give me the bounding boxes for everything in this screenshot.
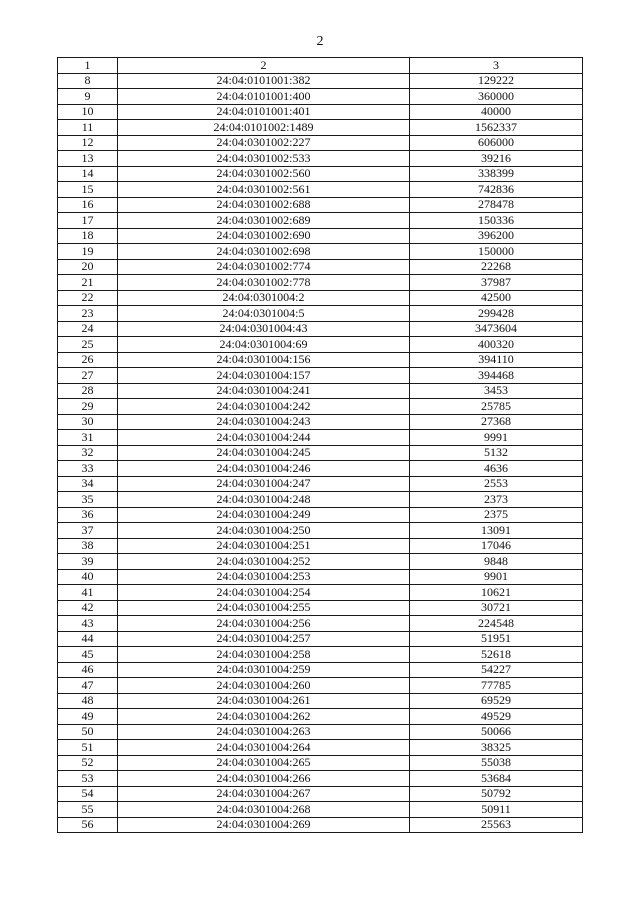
row-number-cell: 24 bbox=[58, 321, 118, 337]
table-row bbox=[58, 802, 583, 818]
table-row bbox=[58, 414, 583, 430]
value-cell: 278478 bbox=[410, 197, 583, 213]
row-number-cell: 13 bbox=[58, 151, 118, 167]
cadastral-id-cell: 24:04:0301004:261 bbox=[118, 693, 410, 709]
cadastral-id-cell: 24:04:0301004:243 bbox=[118, 414, 410, 430]
row-number-cell: 37 bbox=[58, 523, 118, 539]
table-row bbox=[58, 321, 583, 337]
row-number-cell: 45 bbox=[58, 647, 118, 663]
table-row bbox=[58, 492, 583, 508]
table-row bbox=[58, 104, 583, 120]
table-row bbox=[58, 662, 583, 678]
table-row bbox=[58, 368, 583, 384]
value-cell: 38325 bbox=[410, 740, 583, 756]
value-cell: 394468 bbox=[410, 368, 583, 384]
row-number-cell: 52 bbox=[58, 755, 118, 771]
table-row bbox=[58, 275, 583, 291]
row-number-cell: 27 bbox=[58, 368, 118, 384]
column-header-value: 3 bbox=[410, 58, 583, 74]
value-cell: 27368 bbox=[410, 414, 583, 430]
cadastral-id-cell: 24:04:0301004:259 bbox=[118, 662, 410, 678]
cadastral-id-cell: 24:04:0301004:252 bbox=[118, 554, 410, 570]
cadastral-id-cell: 24:04:0301004:2 bbox=[118, 290, 410, 306]
row-number-cell: 19 bbox=[58, 244, 118, 260]
cadastral-id-cell: 24:04:0301004:258 bbox=[118, 647, 410, 663]
row-number-cell: 44 bbox=[58, 631, 118, 647]
cadastral-id-cell: 24:04:0101001:382 bbox=[118, 73, 410, 89]
cadastral-id-cell: 24:04:0301004:156 bbox=[118, 352, 410, 368]
table-row bbox=[58, 197, 583, 213]
cadastral-id-cell: 24:04:0301004:251 bbox=[118, 538, 410, 554]
row-number-cell: 12 bbox=[58, 135, 118, 151]
value-cell: 49529 bbox=[410, 709, 583, 725]
value-cell: 53684 bbox=[410, 771, 583, 787]
cadastral-id-cell: 24:04:0301002:688 bbox=[118, 197, 410, 213]
cadastral-id-cell: 24:04:0301004:260 bbox=[118, 678, 410, 694]
cadastral-id-cell: 24:04:0301004:263 bbox=[118, 724, 410, 740]
table-row bbox=[58, 120, 583, 136]
cadastral-id-cell: 24:04:0301004:254 bbox=[118, 585, 410, 601]
table-row bbox=[58, 383, 583, 399]
cadastral-id-cell: 24:04:0101001:401 bbox=[118, 104, 410, 120]
cadastral-id-cell: 24:04:0301002:689 bbox=[118, 213, 410, 229]
value-cell: 4636 bbox=[410, 461, 583, 477]
cadastral-id-cell: 24:04:0301004:265 bbox=[118, 755, 410, 771]
table-row bbox=[58, 647, 583, 663]
table-row bbox=[58, 135, 583, 151]
value-cell: 39216 bbox=[410, 151, 583, 167]
cadastral-id-cell: 24:04:0301004:255 bbox=[118, 600, 410, 616]
cadastral-id-cell: 24:04:0301002:227 bbox=[118, 135, 410, 151]
row-number-cell: 43 bbox=[58, 616, 118, 632]
value-cell: 51951 bbox=[410, 631, 583, 647]
table-row bbox=[58, 755, 583, 771]
table-row bbox=[58, 213, 583, 229]
row-number-cell: 54 bbox=[58, 786, 118, 802]
table-row bbox=[58, 585, 583, 601]
table-row bbox=[58, 244, 583, 260]
table-row bbox=[58, 507, 583, 523]
row-number-cell: 15 bbox=[58, 182, 118, 198]
cadastral-id-cell: 24:04:0301002:778 bbox=[118, 275, 410, 291]
table-row bbox=[58, 461, 583, 477]
value-cell: 50911 bbox=[410, 802, 583, 818]
header-row bbox=[58, 58, 583, 74]
row-number-cell: 55 bbox=[58, 802, 118, 818]
row-number-cell: 48 bbox=[58, 693, 118, 709]
cadastral-id-cell: 24:04:0301004:266 bbox=[118, 771, 410, 787]
table-row bbox=[58, 786, 583, 802]
value-cell: 9848 bbox=[410, 554, 583, 570]
table-row bbox=[58, 306, 583, 322]
table-row bbox=[58, 724, 583, 740]
value-cell: 54227 bbox=[410, 662, 583, 678]
cadastral-id-cell: 24:04:0301002:774 bbox=[118, 259, 410, 275]
value-cell: 742836 bbox=[410, 182, 583, 198]
value-cell: 50792 bbox=[410, 786, 583, 802]
row-number-cell: 16 bbox=[58, 197, 118, 213]
cadastral-id-cell: 24:04:0301002:533 bbox=[118, 151, 410, 167]
value-cell: 2375 bbox=[410, 507, 583, 523]
value-cell: 25785 bbox=[410, 399, 583, 415]
value-cell: 3453 bbox=[410, 383, 583, 399]
table-row bbox=[58, 73, 583, 89]
row-number-cell: 46 bbox=[58, 662, 118, 678]
table-row bbox=[58, 600, 583, 616]
row-number-cell: 26 bbox=[58, 352, 118, 368]
cadastral-id-cell: 24:04:0301004:247 bbox=[118, 476, 410, 492]
row-number-cell: 51 bbox=[58, 740, 118, 756]
row-number-cell: 28 bbox=[58, 383, 118, 399]
table-body bbox=[58, 73, 583, 833]
cadastral-id-cell: 24:04:0301004:253 bbox=[118, 569, 410, 585]
cadastral-id-cell: 24:04:0301002:560 bbox=[118, 166, 410, 182]
table-row bbox=[58, 166, 583, 182]
table-row bbox=[58, 476, 583, 492]
table-row bbox=[58, 693, 583, 709]
page-number: 2 bbox=[316, 34, 324, 49]
value-cell: 50066 bbox=[410, 724, 583, 740]
row-number-cell: 34 bbox=[58, 476, 118, 492]
row-number-cell: 47 bbox=[58, 678, 118, 694]
row-number-cell: 30 bbox=[58, 414, 118, 430]
table-row bbox=[58, 259, 583, 275]
value-cell: 17046 bbox=[410, 538, 583, 554]
value-cell: 2553 bbox=[410, 476, 583, 492]
table-row bbox=[58, 430, 583, 446]
value-cell: 30721 bbox=[410, 600, 583, 616]
table-row bbox=[58, 616, 583, 632]
value-cell: 129222 bbox=[410, 73, 583, 89]
cadastral-id-cell: 24:04:0301004:248 bbox=[118, 492, 410, 508]
row-number-cell: 11 bbox=[58, 120, 118, 136]
cadastral-id-cell: 24:04:0301004:268 bbox=[118, 802, 410, 818]
row-number-cell: 42 bbox=[58, 600, 118, 616]
cadastral-id-cell: 24:04:0301004:246 bbox=[118, 461, 410, 477]
table-row bbox=[58, 337, 583, 353]
cadastral-id-cell: 24:04:0301004:43 bbox=[118, 321, 410, 337]
cadastral-id-cell: 24:04:0301004:157 bbox=[118, 368, 410, 384]
row-number-cell: 49 bbox=[58, 709, 118, 725]
table-row bbox=[58, 678, 583, 694]
row-number-cell: 39 bbox=[58, 554, 118, 570]
row-number-cell: 38 bbox=[58, 538, 118, 554]
row-number-cell: 21 bbox=[58, 275, 118, 291]
value-cell: 9901 bbox=[410, 569, 583, 585]
table-row bbox=[58, 771, 583, 787]
row-number-cell: 31 bbox=[58, 430, 118, 446]
value-cell: 396200 bbox=[410, 228, 583, 244]
cadastral-id-cell: 24:04:0301004:69 bbox=[118, 337, 410, 353]
table-row bbox=[58, 569, 583, 585]
row-number-cell: 56 bbox=[58, 817, 118, 833]
cadastral-id-cell: 24:04:0301004:242 bbox=[118, 399, 410, 415]
value-cell: 338399 bbox=[410, 166, 583, 182]
row-number-cell: 29 bbox=[58, 399, 118, 415]
cadastral-id-cell: 24:04:0301002:690 bbox=[118, 228, 410, 244]
value-cell: 3473604 bbox=[410, 321, 583, 337]
value-cell: 52618 bbox=[410, 647, 583, 663]
cadastral-id-cell: 24:04:0301004:267 bbox=[118, 786, 410, 802]
row-number-cell: 9 bbox=[58, 89, 118, 105]
table-header bbox=[58, 58, 583, 74]
row-number-cell: 14 bbox=[58, 166, 118, 182]
cadastral-id-cell: 24:04:0301004:257 bbox=[118, 631, 410, 647]
value-cell: 150336 bbox=[410, 213, 583, 229]
value-cell: 9991 bbox=[410, 430, 583, 446]
table-row bbox=[58, 554, 583, 570]
cadastral-id-cell: 24:04:0301004:5 bbox=[118, 306, 410, 322]
cadastral-id-cell: 24:04:0301004:245 bbox=[118, 445, 410, 461]
row-number-cell: 32 bbox=[58, 445, 118, 461]
row-number-cell: 36 bbox=[58, 507, 118, 523]
value-cell: 606000 bbox=[410, 135, 583, 151]
row-number-cell: 18 bbox=[58, 228, 118, 244]
value-cell: 77785 bbox=[410, 678, 583, 694]
table-row bbox=[58, 89, 583, 105]
row-number-cell: 40 bbox=[58, 569, 118, 585]
value-cell: 2373 bbox=[410, 492, 583, 508]
row-number-cell: 41 bbox=[58, 585, 118, 601]
value-cell: 37987 bbox=[410, 275, 583, 291]
table-row bbox=[58, 538, 583, 554]
cadastral-id-cell: 24:04:0301004:269 bbox=[118, 817, 410, 833]
cadastral-id-cell: 24:04:0101002:1489 bbox=[118, 120, 410, 136]
value-cell: 69529 bbox=[410, 693, 583, 709]
row-number-cell: 50 bbox=[58, 724, 118, 740]
table-row bbox=[58, 709, 583, 725]
cadastral-table bbox=[57, 57, 583, 833]
value-cell: 360000 bbox=[410, 89, 583, 105]
row-number-cell: 23 bbox=[58, 306, 118, 322]
value-cell: 25563 bbox=[410, 817, 583, 833]
value-cell: 400320 bbox=[410, 337, 583, 353]
value-cell: 394110 bbox=[410, 352, 583, 368]
row-number-cell: 22 bbox=[58, 290, 118, 306]
cadastral-id-cell: 24:04:0301004:256 bbox=[118, 616, 410, 632]
table-row bbox=[58, 631, 583, 647]
value-cell: 22268 bbox=[410, 259, 583, 275]
table-row bbox=[58, 740, 583, 756]
table-row bbox=[58, 445, 583, 461]
table-row bbox=[58, 182, 583, 198]
cadastral-id-cell: 24:04:0301004:244 bbox=[118, 430, 410, 446]
value-cell: 224548 bbox=[410, 616, 583, 632]
value-cell: 299428 bbox=[410, 306, 583, 322]
table-row bbox=[58, 290, 583, 306]
cadastral-id-cell: 24:04:0301002:698 bbox=[118, 244, 410, 260]
cadastral-id-cell: 24:04:0101001:400 bbox=[118, 89, 410, 105]
table-row bbox=[58, 352, 583, 368]
value-cell: 13091 bbox=[410, 523, 583, 539]
row-number-cell: 35 bbox=[58, 492, 118, 508]
cadastral-id-cell: 24:04:0301002:561 bbox=[118, 182, 410, 198]
cadastral-id-cell: 24:04:0301004:264 bbox=[118, 740, 410, 756]
value-cell: 150000 bbox=[410, 244, 583, 260]
row-number-cell: 53 bbox=[58, 771, 118, 787]
cadastral-id-cell: 24:04:0301004:241 bbox=[118, 383, 410, 399]
value-cell: 40000 bbox=[410, 104, 583, 120]
table-row bbox=[58, 523, 583, 539]
value-cell: 5132 bbox=[410, 445, 583, 461]
table-row bbox=[58, 399, 583, 415]
table-row bbox=[58, 151, 583, 167]
table-row bbox=[58, 228, 583, 244]
table-row bbox=[58, 817, 583, 833]
value-cell: 1562337 bbox=[410, 120, 583, 136]
row-number-cell: 10 bbox=[58, 104, 118, 120]
cadastral-id-cell: 24:04:0301004:250 bbox=[118, 523, 410, 539]
cadastral-id-cell: 24:04:0301004:262 bbox=[118, 709, 410, 725]
row-number-cell: 17 bbox=[58, 213, 118, 229]
row-number-cell: 25 bbox=[58, 337, 118, 353]
row-number-cell: 33 bbox=[58, 461, 118, 477]
row-number-cell: 20 bbox=[58, 259, 118, 275]
cadastral-id-cell: 24:04:0301004:249 bbox=[118, 507, 410, 523]
column-header-cadastral-id: 2 bbox=[118, 58, 410, 74]
value-cell: 10621 bbox=[410, 585, 583, 601]
value-cell: 42500 bbox=[410, 290, 583, 306]
row-number-cell: 8 bbox=[58, 73, 118, 89]
value-cell: 55038 bbox=[410, 755, 583, 771]
column-header-number: 1 bbox=[58, 58, 118, 74]
